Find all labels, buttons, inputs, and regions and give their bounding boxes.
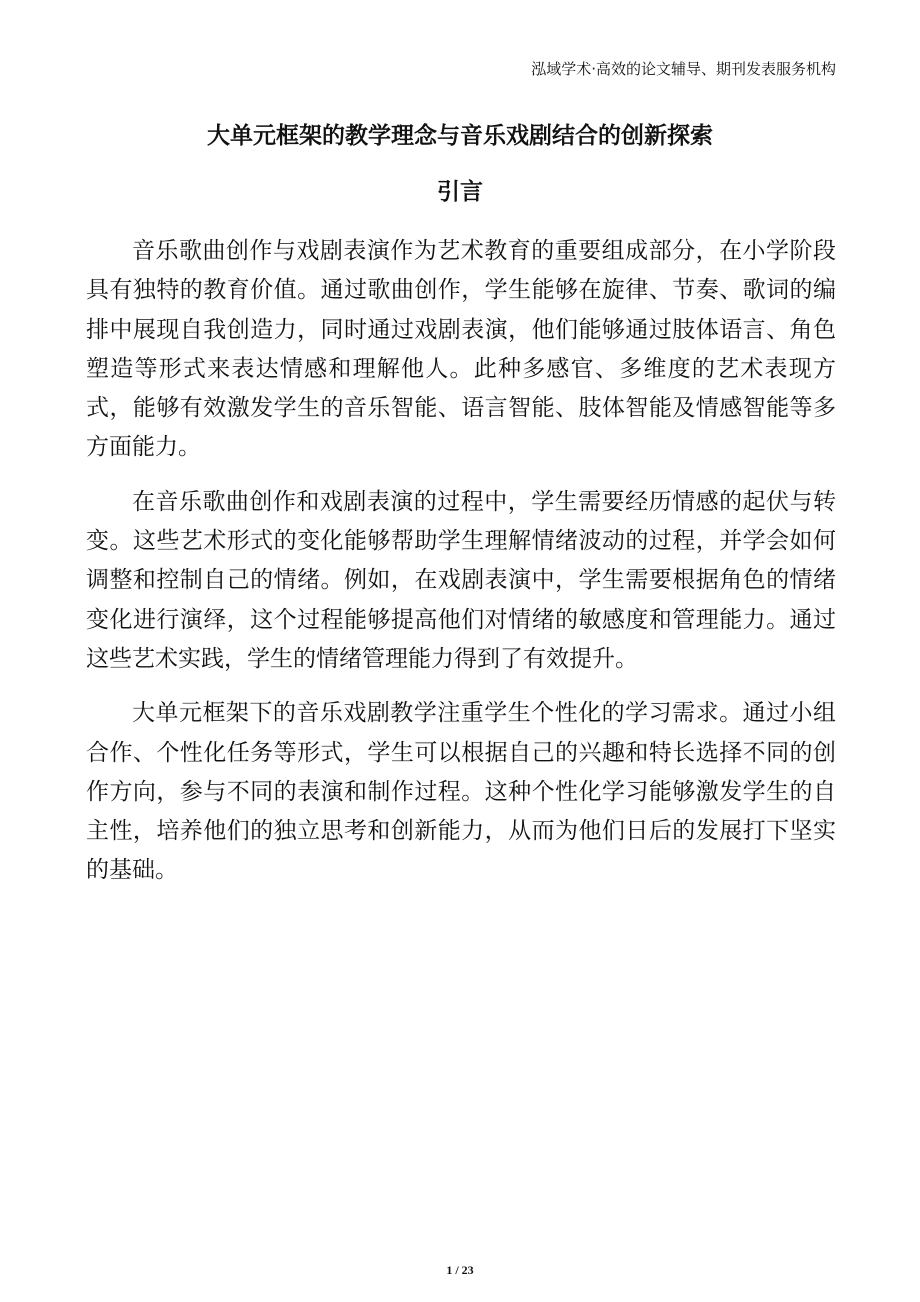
header-brand: 泓域学术·高效的论文辅导、期刊发表服务机构 (531, 60, 836, 78)
page-number: 1 / 23 (446, 1263, 474, 1277)
section-heading: 引言 (437, 179, 483, 205)
paragraph-3: 大单元框架下的音乐戏剧教学注重学生个性化的学习需求。通过小组合作、个性化任务等形式，学生可以根据自己的兴趣和特长选择不同的创作方向，参与不同的表演和制作过程。这种个性化学习能够激发学生的自主性，培养他们的独立思考和创新能力，从而为他们日后的发展打下坚实的基础。 (86, 700, 836, 884)
paragraph-1: 音乐歌曲创作与戏剧表演作为艺术教育的重要组成部分，在小学阶段具有独特的教育价值。通过歌曲创作，学生能够在旋律、节奏、歌词的编排中展现自我创造力，同时通过戏剧表演，他们能够通过肢体语言、角色塑造等形式来表达情感和理解他人。此种多感官、多维度的艺术表现方式，能够有效激发学生的音乐智能、语言智能、肢体智能及情感智能等多方面能力。 (86, 238, 836, 461)
document-title: 大单元框架的教学理念与音乐戏剧结合的创新探索 (207, 123, 713, 149)
paragraph-2: 在音乐歌曲创作和戏剧表演的过程中，学生需要经历情感的起伏与转变。这些艺术形式的变化能够帮助学生理解情绪波动的过程，并学会如何调整和控制自己的情绪。例如，在戏剧表演中，学生需要根据角色的情绪变化进行演绎，这个过程能够提高他们对情绪的敏感度和管理能力。通过这些艺术实践，学生的情绪管理能力得到了有效提升。 (86, 488, 836, 672)
body-text (86, 232, 836, 906)
